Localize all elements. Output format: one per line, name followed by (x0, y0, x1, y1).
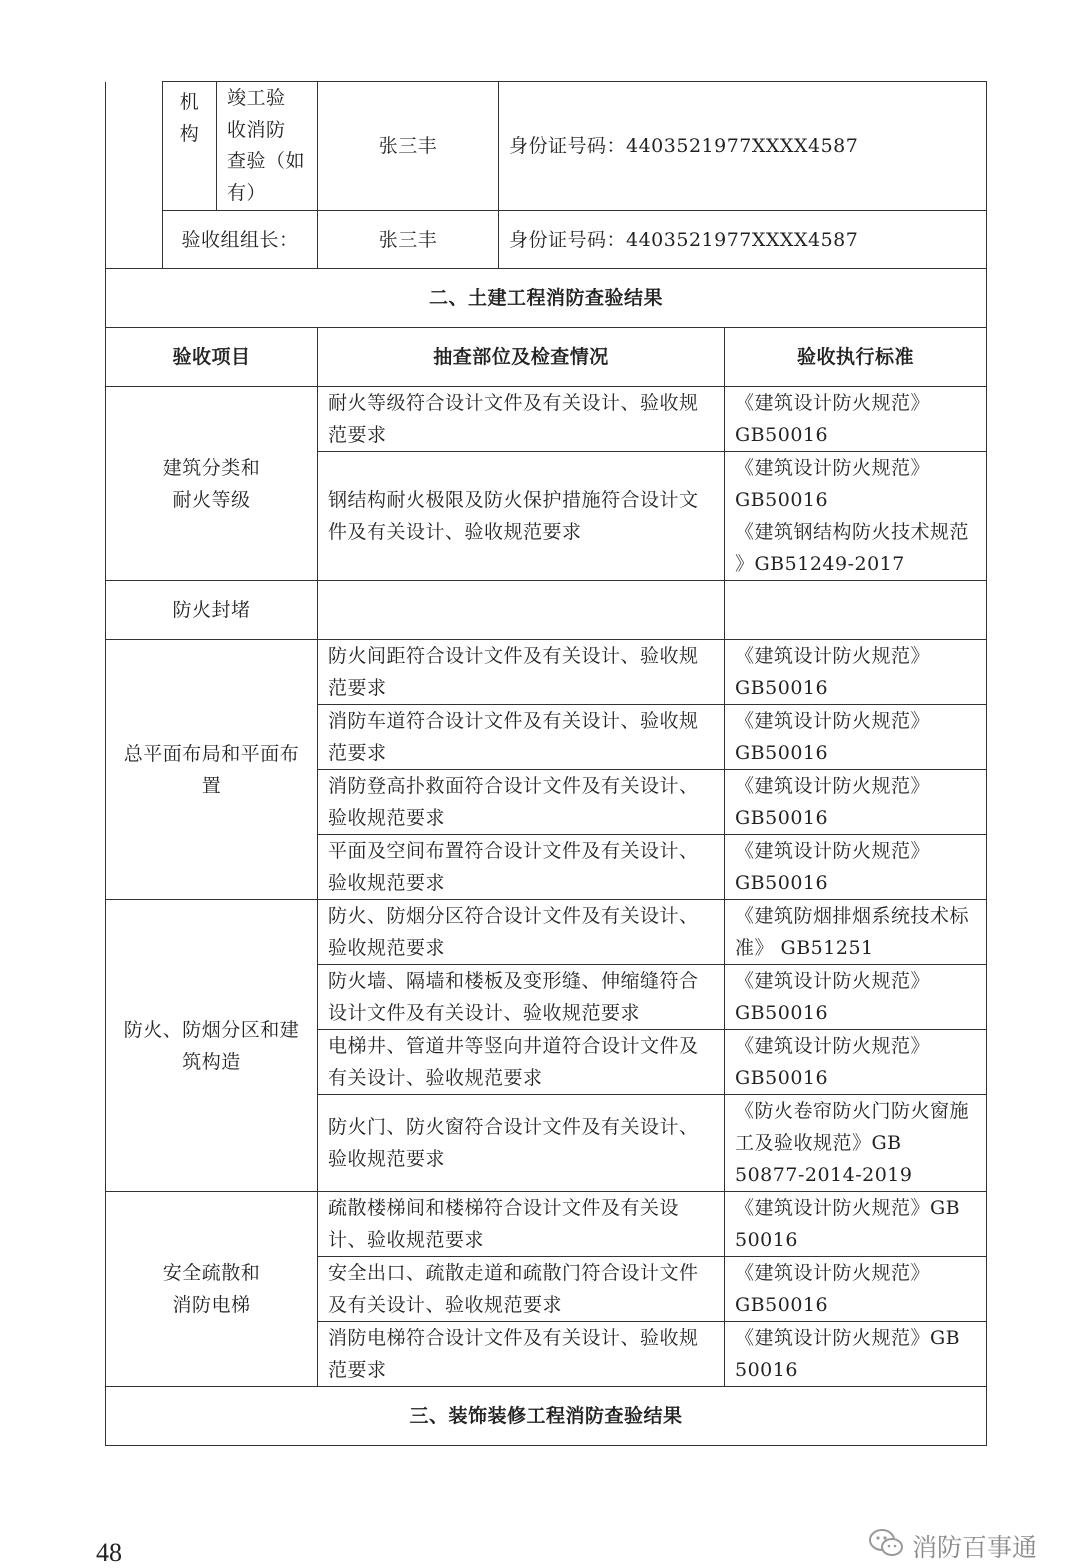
wechat-icon (868, 1528, 904, 1564)
check-cell: 防火间距符合设计文件及有关设计、验收规范要求 (318, 640, 725, 705)
check-cell (318, 581, 725, 640)
check-cell: 消防登高扑救面符合设计文件及有关设计、验收规范要求 (318, 770, 725, 835)
fire-check-name: 张三丰 (318, 82, 499, 211)
header-standard: 验收执行标准 (725, 328, 987, 387)
standard-cell (725, 581, 987, 640)
check-cell: 钢结构耐火极限及防火保护措施符合设计文件及有关设计、验收规范要求 (318, 452, 725, 581)
group-name: 建筑分类和 耐火等级 (106, 387, 318, 581)
check-cell: 安全出口、疏散走道和疏散门符合设计文件及有关设计、验收规范要求 (318, 1257, 725, 1322)
check-cell: 疏散楼梯间和楼梯符合设计文件及有关设计、验收规范要求 (318, 1192, 725, 1257)
fire-check-id: 身份证号码：4403521977XXXX4587 (499, 82, 987, 211)
section3-title: 三、装饰装修工程消防查验结果 (106, 1387, 987, 1446)
leader-label: 验收组组长： (163, 211, 318, 269)
standard-cell: 《建筑设计防火规范》GB50016 (725, 640, 987, 705)
group-name: 安全疏散和 消防电梯 (106, 1192, 318, 1387)
standard-cell: 《建筑设计防火规范》GB 50016 (725, 1192, 987, 1257)
standard-cell: 《建筑设计防火规范》GB50016 (725, 387, 987, 452)
check-cell: 电梯井、管道井等竖向井道符合设计文件及有关设计、验收规范要求 (318, 1030, 725, 1095)
blank-margin-cell (106, 82, 163, 269)
standard-cell: 《建筑设计防火规范》GB50016 (725, 965, 987, 1030)
check-cell: 耐火等级符合设计文件及有关设计、验收规范要求 (318, 387, 725, 452)
standard-cell: 《建筑设计防火规范》GB 50016 (725, 1322, 987, 1387)
standard-cell: 《建筑设计防火规范》GB50016 (725, 1257, 987, 1322)
standard-cell: 《建筑防烟排烟系统技术标准》 GB51251 (725, 900, 987, 965)
check-cell: 防火墙、隔墙和楼板及变形缝、伸缩缝符合设计文件及有关设计、验收规范要求 (318, 965, 725, 1030)
section2-title: 二、土建工程消防查验结果 (106, 269, 987, 328)
standard-cell: 《建筑设计防火规范》GB50016 《建筑钢结构防火技术规范 》GB51249-2017 (725, 452, 987, 581)
standard-cell: 《建筑设计防火规范》GB50016 (725, 770, 987, 835)
watermark (868, 1528, 1037, 1564)
watermark-text: 消防百事通 (912, 1533, 1038, 1562)
acceptance-table (105, 81, 987, 1446)
group-name: 防火、防烟分区和建筑构造 (106, 900, 318, 1192)
standard-cell: 《防火卷帘防火门防火窗施工及验收规范》GB 50877-2014-2019 (725, 1095, 987, 1192)
check-cell: 平面及空间布置符合设计文件及有关设计、验收规范要求 (318, 835, 725, 900)
standard-cell: 《建筑设计防火规范》GB50016 (725, 705, 987, 770)
group-name: 总平面布局和平面布置 (106, 640, 318, 900)
fire-check-label: 竣工验 收消防 查验（如 有） (217, 82, 318, 211)
org-label: 机 构 (163, 82, 217, 211)
check-cell: 消防电梯符合设计文件及有关设计、验收规范要求 (318, 1322, 725, 1387)
header-item: 验收项目 (106, 328, 318, 387)
header-check: 抽查部位及检查情况 (318, 328, 725, 387)
standard-cell: 《建筑设计防火规范》GB50016 (725, 1030, 987, 1095)
check-cell: 防火门、防火窗符合设计文件及有关设计、验收规范要求 (318, 1095, 725, 1192)
page-number: 48 (96, 1538, 122, 1567)
check-cell: 防火、防烟分区符合设计文件及有关设计、验收规范要求 (318, 900, 725, 965)
leader-name: 张三丰 (318, 211, 499, 269)
group-name: 防火封堵 (106, 581, 318, 640)
standard-cell: 《建筑设计防火规范》GB50016 (725, 835, 987, 900)
leader-id: 身份证号码：4403521977XXXX4587 (499, 211, 987, 269)
check-cell: 消防车道符合设计文件及有关设计、验收规范要求 (318, 705, 725, 770)
